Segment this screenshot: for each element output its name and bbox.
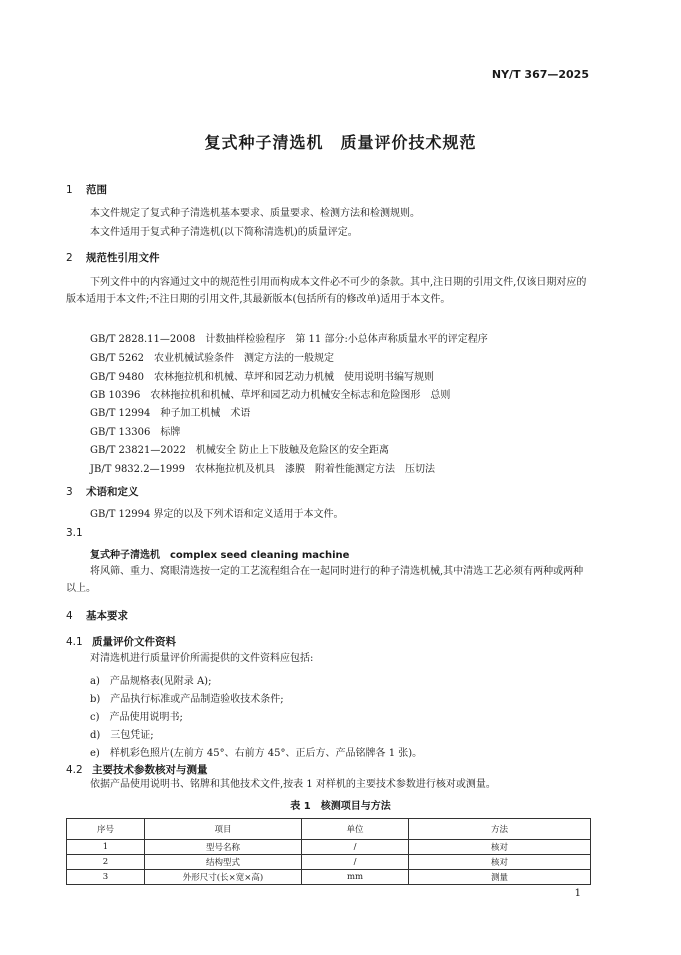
paragraph: GB/T 12994 界定的以及下列术语和定义适用于本文件。 xyxy=(90,509,344,520)
document-title: 复式种子清选机 质量评价技术规范 xyxy=(204,133,477,152)
reference-item: GB 10396 农林拖拉机和机械、草坪和园艺动力机械安全标志和危险图形 总则 xyxy=(90,390,451,401)
column-header: 单位 xyxy=(302,819,409,840)
table-row xyxy=(67,870,591,885)
section-1-heading xyxy=(66,182,107,197)
paragraph: 依据产品使用说明书、铭牌和其他技术文件,按表 1 对样机的主要技术参数进行核对或测量。 xyxy=(90,779,496,790)
paragraph: 对清选机进行质量评价所需提供的文件资料应包括: xyxy=(90,653,314,664)
paragraph: 本文件适用于复式种子清选机(以下简称清选机)的质量评定。 xyxy=(90,227,358,238)
data-table xyxy=(66,818,591,885)
table-header-row xyxy=(67,819,591,840)
table-row xyxy=(67,855,591,870)
subsection-number: 4.1 xyxy=(66,636,83,648)
subsection-4-2-heading xyxy=(66,762,208,777)
table-caption: 表 1 核测项目与方法 xyxy=(290,801,391,812)
reference-item: GB/T 5262 农业机械试验条件 测定方法的一般规定 xyxy=(90,353,335,364)
list-item: d) 三包凭证; xyxy=(90,730,154,741)
table-cell: / xyxy=(302,855,409,870)
section-title: 范围 xyxy=(86,184,107,196)
list-item: e) 样机彩色照片(左前方 45°、右前方 45°、正后方、产品铭牌各 1 张)。 xyxy=(90,748,423,759)
list-item: c) 产品使用说明书; xyxy=(90,712,183,723)
reference-item: GB/T 12994 种子加工机械 术语 xyxy=(90,408,251,419)
section-3-heading xyxy=(66,484,139,499)
reference-item: GB/T 9480 农林拖拉机和机械、草坪和园艺动力机械 使用说明书编写规则 xyxy=(90,372,435,383)
table-row xyxy=(67,840,591,855)
reference-item: GB/T 2828.11—2008 计数抽样检验程序 第 11 部分:小总体声称质量水平的评定程序 xyxy=(90,334,488,345)
paragraph: 本文件规定了复式种子清选机基本要求、质量要求、检测方法和检测规则。 xyxy=(90,208,420,219)
section-number: 4 xyxy=(66,610,73,622)
page-number: 1 xyxy=(574,888,581,899)
table-cell: 1 xyxy=(67,840,145,855)
standard-number: NY/T 367—2025 xyxy=(491,68,589,81)
table-cell: 核对 xyxy=(409,840,591,855)
table-cell: 3 xyxy=(67,870,145,885)
subsection-4-1-heading xyxy=(66,634,176,649)
table-cell: 2 xyxy=(67,855,145,870)
reference-item: GB/T 13306 标牌 xyxy=(90,427,181,438)
section-title: 术语和定义 xyxy=(86,486,139,498)
section-number: 1 xyxy=(66,184,73,196)
table-cell: mm xyxy=(302,870,409,885)
column-header: 项目 xyxy=(145,819,302,840)
section-number: 3 xyxy=(66,486,73,498)
subsection-title: 主要技术参数核对与测量 xyxy=(92,764,208,776)
table-cell: 外形尺寸(长×宽×高) xyxy=(145,870,302,885)
subsection-title: 质量评价文件资料 xyxy=(92,636,176,648)
table-cell: / xyxy=(302,840,409,855)
table-cell: 核对 xyxy=(409,855,591,870)
reference-item: JB/T 9832.2—1999 农林拖拉机及机具 漆膜 附着性能测定方法 压切法 xyxy=(90,464,436,475)
subsection-number: 4.2 xyxy=(66,764,83,776)
section-title: 基本要求 xyxy=(86,610,128,622)
table-cell: 型号名称 xyxy=(145,840,302,855)
column-header: 方法 xyxy=(409,819,591,840)
section-number: 2 xyxy=(66,252,73,264)
term-definition: 将风筛、重力、窝眼清选按一定的工艺流程组合在一起同时进行的种子清选机械,其中清选工艺必须有两种或两种以上。 xyxy=(66,566,584,594)
paragraph: 下列文件中的内容通过文中的规范性引用而构成本文件必不可少的条款。其中,注日期的引用文件,仅该日期对应的版本适用于本文件;不注日期的引用文件,其最新版本(包括所有的修改单)适用于本文件。 xyxy=(66,277,587,305)
subsection-number: 3.1 xyxy=(66,527,83,539)
table-cell: 结构型式 xyxy=(145,855,302,870)
term-entry: 复式种子清选机 complex seed cleaning machine xyxy=(90,550,350,561)
column-header: 序号 xyxy=(67,819,145,840)
table-cell: 测量 xyxy=(409,870,591,885)
section-2-heading xyxy=(66,250,160,265)
section-4-heading xyxy=(66,608,128,623)
list-item: a) 产品规格表(见附录 A); xyxy=(90,676,212,687)
list-item: b) 产品执行标准或产品制造验收技术条件; xyxy=(90,694,284,705)
section-title: 规范性引用文件 xyxy=(86,252,160,264)
reference-item: GB/T 23821—2022 机械安全 防止上下肢触及危险区的安全距离 xyxy=(90,445,389,456)
